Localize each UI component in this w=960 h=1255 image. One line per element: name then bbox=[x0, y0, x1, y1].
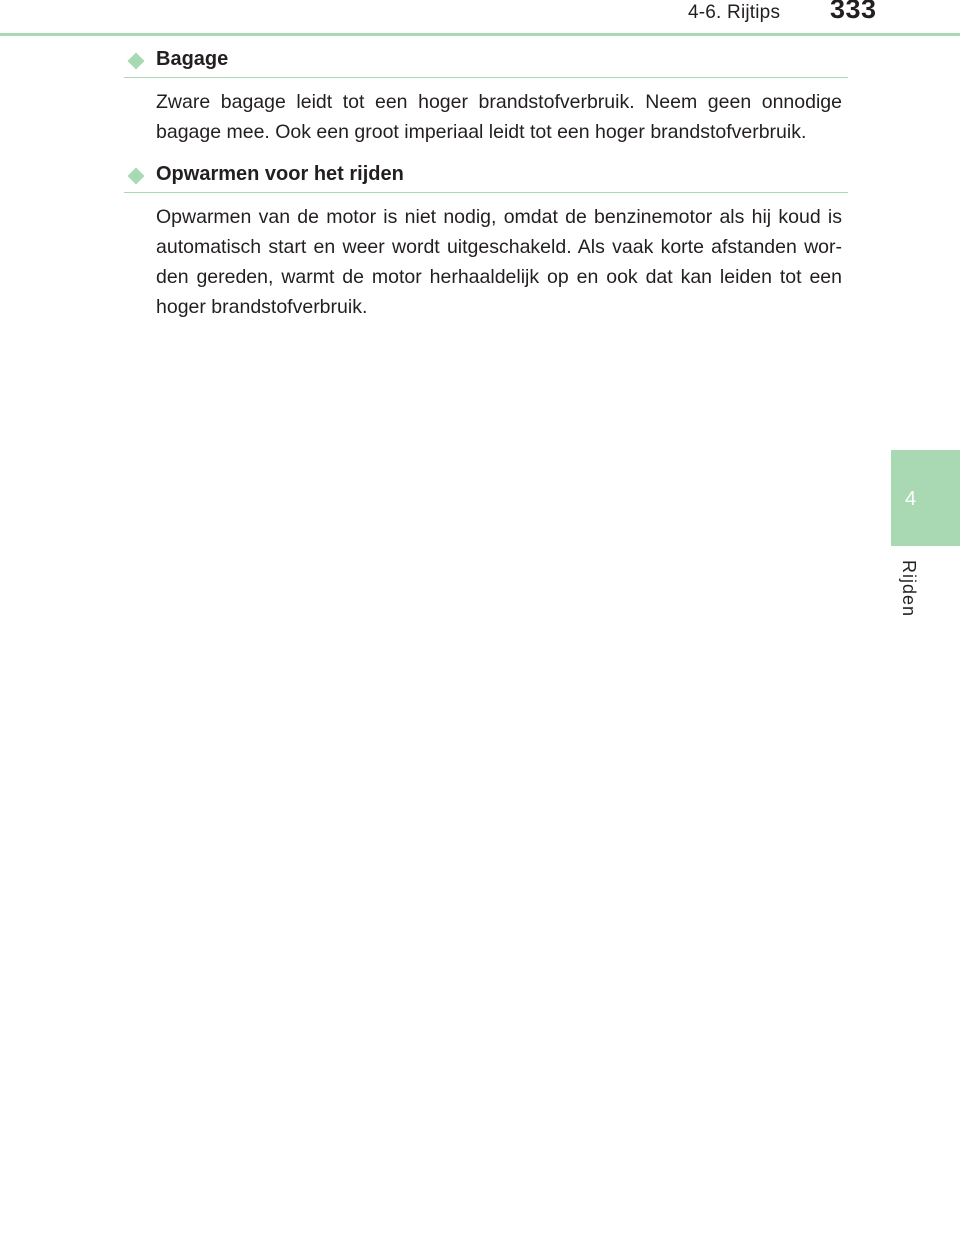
page-number: 333 bbox=[830, 0, 877, 24]
diamond-bullet-icon bbox=[128, 168, 145, 185]
section-body: Opwarmen van de motor is niet nodig, omdat de benzinemotor als hij koud is automatisch start en weer wordt uitgeschakeld. Als vaak korte afstanden worden gereden, warmt de motor herhaaldelijk op en ook dat kan leiden tot een hoger brandstofverbruik. bbox=[156, 206, 842, 318]
chapter-label: Rijden bbox=[899, 560, 919, 618]
chapter-tab bbox=[891, 450, 960, 546]
section-body: Zware bagage leidt tot een hoger brandstofverbruik. Neem geen onnodige bagage mee. Ook een groot imperiaal leidt tot een hoger brandstofverbruik. bbox=[156, 91, 842, 143]
header-divider bbox=[0, 33, 960, 36]
section-heading bbox=[124, 160, 848, 193]
section-title: Bagage bbox=[156, 48, 229, 70]
chapter-number: 4 bbox=[904, 488, 917, 510]
section-title: Opwarmen voor het rijden bbox=[156, 163, 404, 185]
diamond-bullet-icon bbox=[128, 53, 145, 70]
section-heading bbox=[124, 45, 848, 78]
header-section-label: 4-6. Rijtips bbox=[688, 2, 781, 23]
section-bagage bbox=[124, 45, 848, 147]
section-opwarmen bbox=[124, 160, 848, 322]
